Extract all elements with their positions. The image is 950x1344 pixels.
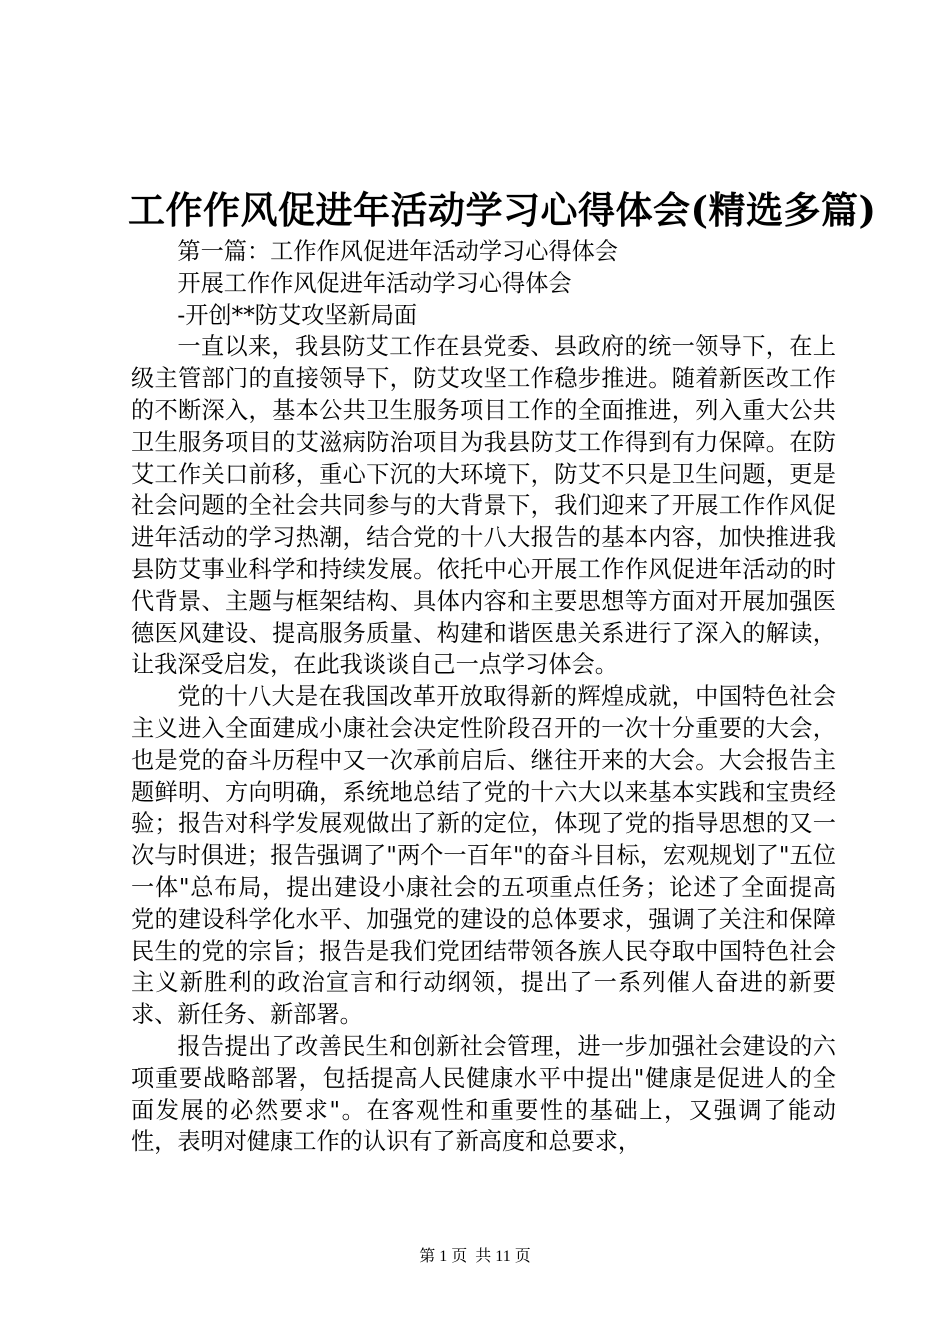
body-paragraph-2: 党的十八大是在我国改革开放取得新的辉煌成就，中国特色社会主义进入全面建成小康社会决定性阶段召开的一次十分重要的大会，也是党的奋斗历程中又一次承前启后、继往开来的大会。大会报告主题鲜明、方向明确，系统地总结了党的十六大以来基本实践和宝贵经验；报告对科学发展观做出了新的定位，体现了党的指导思想的又一次与时俱进；报告强调了"两个一百年"的奋斗目标，宏观规划了"五位一体"总布局，提出建设小康社会的五项重点任务；论述了全面提高党的建设科学化水平、加强党的建设的总体要求，强调了关注和保障民生的党的宗旨；报告是我们党团结带领各族人民夺取中国特色社会主义新胜利的政治宣言和行动纲领，提出了一系列催人奋进的新要求、新任务、新部署。 bbox=[131, 683, 836, 1029]
subtitle-article-name: 开展工作作风促进年活动学习心得体会 bbox=[177, 269, 572, 297]
subtitle-first-article: 第一篇：工作作风促进年活动学习心得体会 bbox=[177, 238, 618, 265]
page-footer bbox=[0, 1246, 950, 1268]
body-paragraph-3: 报告提出了改善民生和创新社会管理，进一步加强社会建设的六项重要战略部署，包括提高人民健康水平中提出"健康是促进人的全面发展的必然要求"。在客观性和重要性的基础上，又强调了能动性，表明对健康工作的认识有了新高度和总要求， bbox=[131, 1032, 836, 1156]
document-body bbox=[131, 236, 836, 1158]
body-paragraph-1: 一直以来，我县防艾工作在县党委、县政府的统一领导下，在上级主管部门的直接领导下，防艾攻坚工作稳步推进。随着新医改工作的不断深入，基本公共卫生服务项目工作的全面推进，列入重大公共卫生服务项目的艾滋病防治项目为我县防艾工作得到有力保障。在防艾工作关口前移，重心下沉的大环境下，防艾不只是卫生问题，更是社会问题的全社会共同参与的大背景下，我们迎来了开展工作作风促进年活动的学习热潮，结合党的十八大报告的基本内容，加快推进我县防艾事业科学和持续发展。依托中心开展工作作风促进年活动的时代背景、主题与框架结构、具体内容和主要思想等方面对开展加强医德医风建设、提高服务质量、构建和谐医患关系进行了深入的解读，让我深受启发，在此我谈谈自己一点学习体会。 bbox=[131, 333, 836, 679]
subtitle-tagline: -开创**防艾攻坚新局面 bbox=[177, 301, 418, 329]
page-number-current: 第 1 页 bbox=[419, 1248, 468, 1265]
page-number-total: 共 11 页 bbox=[475, 1248, 531, 1265]
document-title: 工作作风促进年活动学习心得体会(精选多篇) bbox=[128, 188, 877, 232]
